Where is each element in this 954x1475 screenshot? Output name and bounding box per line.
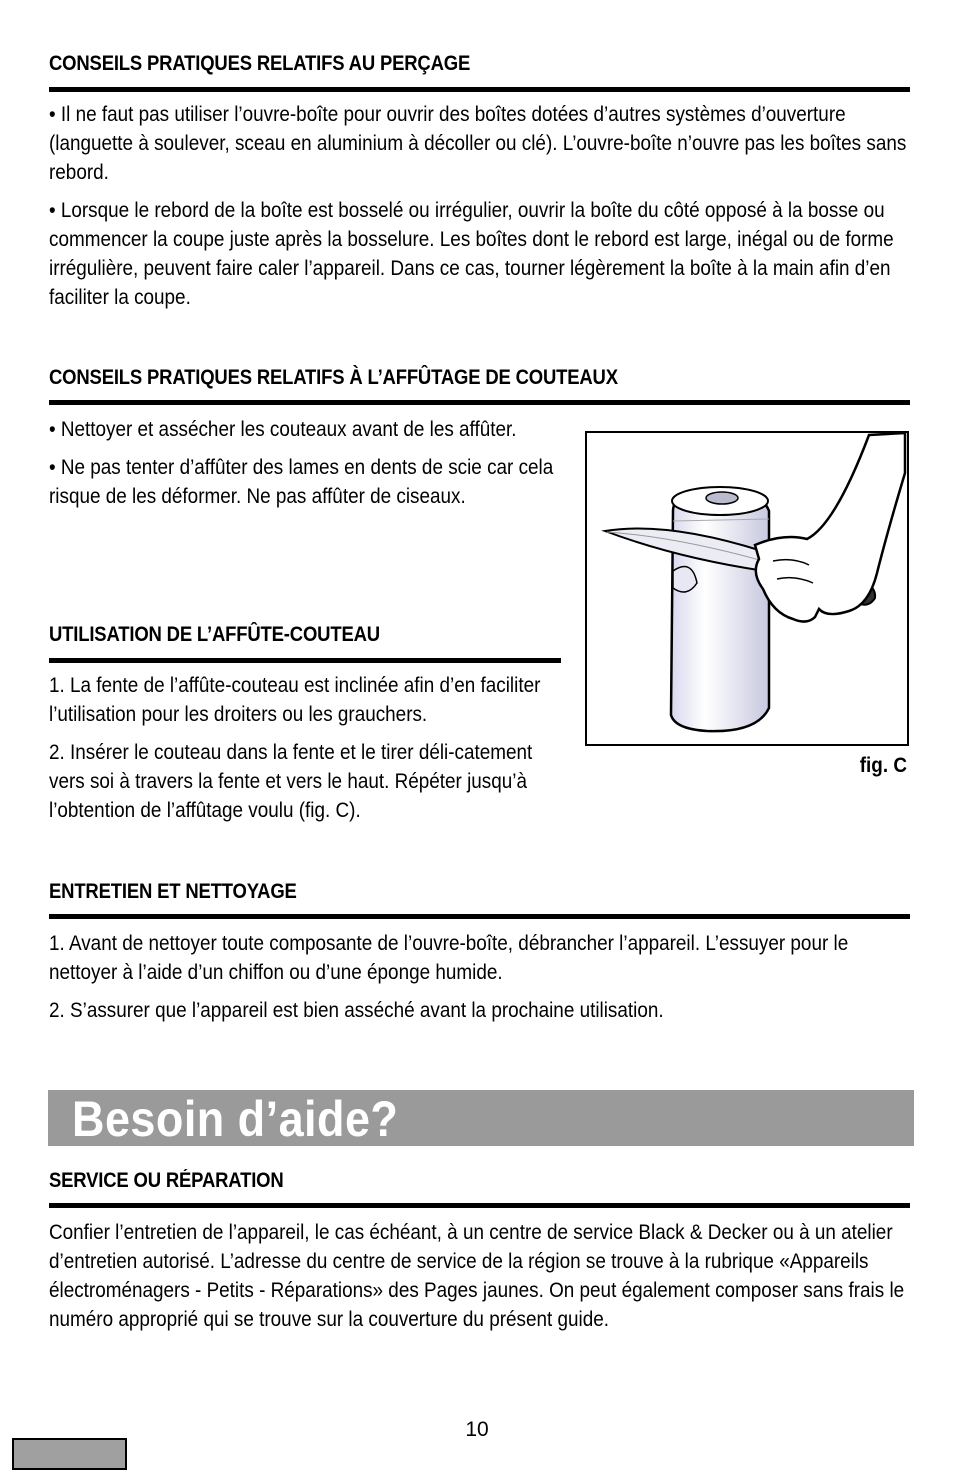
para-maintenance-1: 1. Avant de nettoyer toute composante de l’ouvre-boîte, débrancher l’appareil. L’essuyer pour le nettoyer à l’aide d’un chiffon ou d’une éponge humide. [49,932,849,984]
heading-service: SERVICE OU RÉPARATION [49,1169,284,1192]
figure-c-label: fig. C [859,754,907,777]
page-number: 10 [465,1418,489,1441]
para-perforation-1: • Il ne faut pas utiliser l’ouvre-boîte pour ouvrir des boîtes dotées d’autres systèmes d’ouverture (languette à soulever, sceau en aluminium à décoller ou clé). L’ouvre-boîte n’ouvre pas les boîtes sans rebord. [49,103,907,184]
help-banner-title: Besoin d’aide? [72,1091,399,1147]
heading-maintenance: ENTRETIEN ET NETTOYAGE [49,880,297,903]
text-service [49,1218,909,1334]
para-maintenance-2: 2. S’assurer que l’appareil est bien asséché avant la prochaine utilisation. [49,999,664,1022]
para-service-1: Confier l’entretien de l’appareil, le cas échéant, à un centre de service Black & Decker ou à un atelier d’entretien autorisé. L’adresse du centre de service de la région se trouve à la rubrique «Appareils électroménagers - Petits - Réparations» des Pages jaunes. On peut également composer sans frais le numéro approprié qui se trouve sur la couverture du présent guide. [49,1221,905,1331]
para-use-1: 1. La fente de l’affûte-couteau est inclinée afin d’en faciliter l’utilisation pour les droiters ou les grauchers. [49,674,541,726]
rule-sharpening-tips [49,400,910,405]
rule-perforation [49,87,910,92]
knife-sharpener-illustration [587,433,907,744]
heading-sharpening-tips: CONSEILS PRATIQUES RELATIFS À L’AFFÛTAGE DE COUTEAUX [49,366,618,389]
text-perforation [49,100,909,312]
rule-maintenance [49,914,910,919]
heading-perforation: CONSEILS PRATIQUES RELATIFS AU PERÇAGE [49,52,471,75]
text-maintenance [49,929,909,1025]
para-perforation-2: • Lorsque le rebord de la boîte est bosselé ou irrégulier, ouvrir la boîte du côté opposé à la bosse ou commencer la coupe juste après la bosselure. Les boîtes dont le rebord est large, inégal ou de forme irrégulière, peuvent faire caler l’appareil. Dans ce cas, tourner légèrement la boîte à la main afin d’en faciliter la coupe. [49,199,894,309]
rule-service [49,1203,910,1208]
help-banner [48,1090,914,1146]
para-use-2: 2. Insérer le couteau dans la fente et le tirer déli-catement vers soi à travers la fente et vers le haut. Répéter jusqu’à l’obtention de l’affûtage voulu (fig. C). [49,741,533,822]
para-sharpening-1: • Nettoyer et assécher les couteaux avant de les affûter. [49,418,517,441]
heading-sharpener-use: UTILISATION DE L’AFFÛTE-COUTEAU [49,623,380,646]
rule-sharpener-use [49,658,561,663]
page-tab-marker [12,1438,127,1470]
text-sharpening-tips [49,415,558,511]
text-sharpener-use [49,671,571,825]
para-sharpening-2: • Ne pas tenter d’affûter des lames en dents de scie car cela risque de les déformer. Ne pas affûter de ciseaux. [49,456,554,508]
figure-c-illustration [585,431,909,746]
